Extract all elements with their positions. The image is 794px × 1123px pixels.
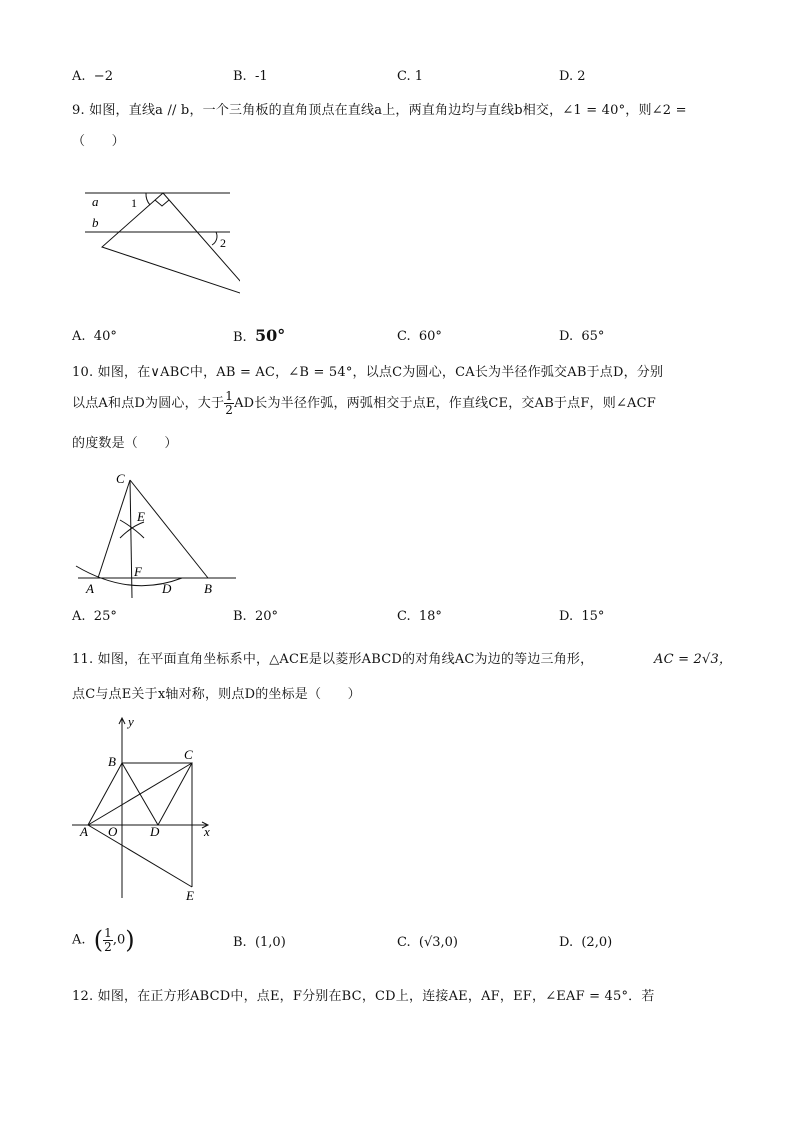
side-ae — [88, 825, 192, 887]
angle-1-arc — [146, 193, 150, 205]
q9-option-d: D. 65° — [559, 329, 605, 344]
label-b: B — [204, 581, 212, 596]
label-f: F — [134, 564, 142, 579]
label-d: D — [150, 824, 160, 839]
diagonal-bd — [122, 763, 158, 825]
q11-text-line1: 11. 如图，在平面直角坐标系中，△ACE是以菱形ABCD的对角线AC为边的等边三角形， — [72, 652, 594, 667]
label-e: E — [186, 888, 194, 903]
label-1: 1 — [131, 196, 137, 210]
fraction-half: $\frac{1}{2}$ — [104, 925, 112, 954]
angle-2-arc — [212, 232, 217, 245]
q11-text-line2: 点C与点E关于x轴对称，则点D的坐标是（ ） — [72, 687, 361, 702]
q12-text-line1: 12. 如图，在正方形ABCD中，点E，F分别在BC，CD上，连接AE，AF，EF，∠EAF = 45°．若 — [72, 989, 655, 1004]
label-a: A — [86, 581, 94, 596]
q10-text-line1: 10. 如图，在∨ABC中，AB = AC，∠B = 54°，以点C为圆心，CA长为半径作弧交AB于点D，分别 — [72, 365, 664, 380]
label-y: y — [128, 714, 134, 729]
arc-e2 — [120, 522, 144, 538]
label-d: D — [162, 581, 172, 596]
label-c: C — [116, 471, 125, 486]
q10-text-line3: 的度数是（ ） — [72, 436, 178, 451]
q11-ac-value: AC = 2√3， — [654, 652, 733, 667]
q8-option-c: C. 1 — [397, 69, 424, 84]
label-b: b — [92, 215, 99, 230]
q10-figure — [70, 466, 245, 601]
q8-option-b: B. -1 — [233, 69, 268, 84]
label-c: C — [184, 747, 193, 762]
q11-option-b: B. (1,0) — [233, 935, 286, 950]
q9-text-line2: （ ） — [72, 134, 125, 149]
q10-text-line2: 以点A和点D为圆心，大于 $\frac{1}{2}$ AD长为半径作弧，两弧相交于点E，作直线CE，交AB于点F，则∠ACF — [72, 389, 657, 417]
q8-option-d: D. 2 — [559, 69, 586, 84]
label-a: A — [80, 824, 88, 839]
right-angle-mark — [155, 200, 169, 206]
q11-figure — [70, 712, 230, 907]
q9-option-a: A. 40° — [72, 329, 117, 344]
q9-option-c: C. 60° — [397, 329, 442, 344]
q10-option-c: C. 18° — [397, 609, 442, 624]
label-b: B — [108, 754, 116, 769]
q10-option-d: D. 15° — [559, 609, 605, 624]
q8-option-a: A. −2 — [72, 69, 113, 84]
q11-option-c: C. (√3,0) — [397, 935, 458, 950]
label-o: O — [108, 824, 118, 839]
fraction-half: $\frac{1}{2}$ — [225, 389, 234, 417]
q11-option-a: A. ( $\frac{1}{2}$ ,0) — [72, 925, 135, 954]
q9-option-b: B. 50° — [233, 326, 286, 345]
label-a: a — [92, 194, 99, 209]
line-ce — [130, 480, 132, 598]
side-ca — [98, 480, 130, 578]
label-x: x — [204, 824, 210, 839]
q11-option-d: D. (2,0) — [559, 935, 613, 950]
label-2: 2 — [220, 236, 226, 250]
label-e: E — [137, 509, 145, 524]
q9-figure — [80, 185, 240, 305]
q10-option-b: B. 20° — [233, 609, 278, 624]
q9-text-line1: 9. 如图，直线a // b，一个三角板的直角顶点在直线a上，两直角边均与直线b相交，∠1 = 40°，则∠2 = — [72, 103, 687, 118]
q10-option-a: A. 25° — [72, 609, 117, 624]
